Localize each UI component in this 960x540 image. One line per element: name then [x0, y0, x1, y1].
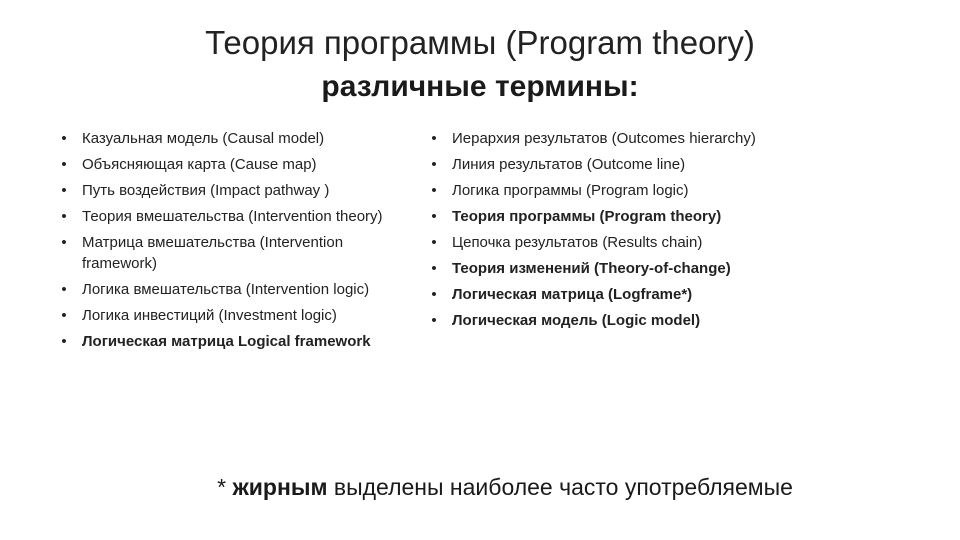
term-text: Линия результатов (Outcome line): [452, 156, 686, 173]
bullet-icon: •: [61, 307, 67, 324]
term-text: Цепочка результатов (Results chain): [452, 234, 703, 251]
term-list-item: [428, 310, 768, 331]
term-list-item: [58, 206, 388, 227]
bullet-icon: •: [431, 312, 437, 329]
bullet-icon: •: [431, 208, 437, 225]
bullet-icon: •: [61, 281, 67, 298]
term-text: Иерархия результатов (Outcomes hierarchy): [452, 130, 756, 147]
term-list-item: [58, 128, 388, 149]
bullet-icon: •: [61, 333, 67, 350]
footnote: [0, 474, 960, 501]
term-list-item: [428, 154, 768, 175]
term-list-item: [428, 258, 768, 279]
bullet-icon: •: [431, 286, 437, 303]
bullet-icon: •: [61, 208, 67, 225]
term-list-item: [428, 180, 768, 201]
term-text: Логика программы (Program logic): [452, 182, 689, 199]
term-text: Матрица вмешательства (Intervention framework): [82, 234, 344, 272]
left-term-list: [58, 128, 388, 352]
bullet-icon: •: [431, 260, 437, 277]
term-text: Теория вмешательства (Intervention theory): [82, 208, 383, 225]
term-text: Логическая модель (Logic model): [452, 312, 701, 329]
term-list-item: [58, 180, 388, 201]
term-list-item: [58, 305, 388, 326]
right-term-list: [428, 128, 768, 331]
bullet-icon: •: [61, 130, 67, 147]
term-text: Логическая матрица (Logframe*): [452, 286, 693, 303]
left-term-column: [58, 128, 388, 357]
term-list-item: [58, 279, 388, 300]
term-text: Логическая матрица Logical framework: [82, 333, 371, 350]
term-list-item: [428, 128, 768, 149]
term-text: Теория изменений (Theory-of-change): [452, 260, 731, 277]
slide-title: [0, 22, 960, 106]
term-list-item: [428, 232, 768, 253]
right-term-column: [428, 128, 768, 336]
term-list-item: [428, 284, 768, 305]
footnote-prefix: *: [217, 474, 233, 500]
bullet-icon: •: [431, 130, 437, 147]
title-main: Теория программы (Program theory): [205, 24, 755, 61]
bullet-icon: •: [61, 182, 67, 199]
bullet-icon: •: [61, 156, 67, 173]
term-text: Теория программы (Program theory): [452, 208, 722, 225]
bullet-icon: •: [61, 234, 67, 251]
bullet-icon: •: [431, 182, 437, 199]
term-text: Логика инвестиций (Investment logic): [82, 307, 337, 324]
term-list-item: [58, 331, 388, 352]
term-text: Объясняющая карта (Cause map): [82, 156, 317, 173]
term-list-item: [428, 206, 768, 227]
term-list-item: [58, 232, 388, 274]
term-text: Казуальная модель (Causal model): [82, 130, 325, 147]
title-subtitle: различные термины:: [321, 70, 639, 103]
term-list-item: [58, 154, 388, 175]
footnote-rest: выделены наиболее часто употребляемые: [327, 474, 793, 500]
term-text: Логика вмешательства (Intervention logic): [82, 281, 370, 298]
footnote-bold-word: жирным: [232, 474, 328, 500]
bullet-icon: •: [431, 156, 437, 173]
term-text: Путь воздействия (Impact pathway ): [82, 182, 330, 199]
bullet-icon: •: [431, 234, 437, 251]
